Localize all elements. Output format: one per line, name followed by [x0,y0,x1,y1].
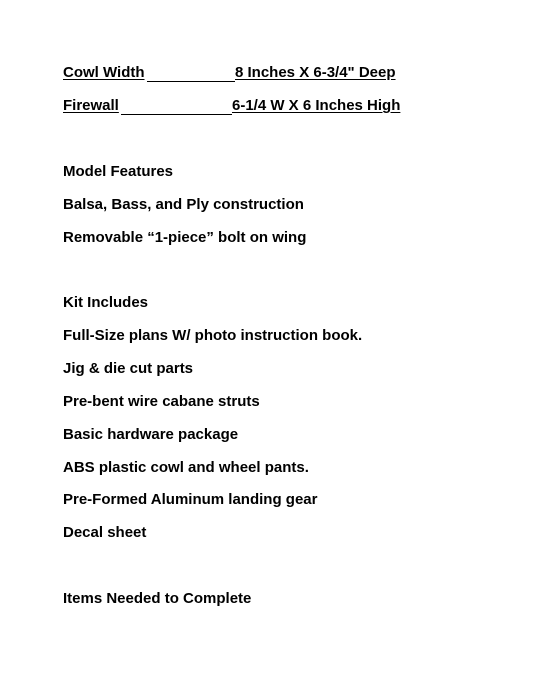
spec-value: 6-1/4 W X 6 Inches High [232,97,401,114]
items-needed-heading: Items Needed to Complete [63,590,252,607]
list-item: Full-Size plans W/ photo instruction book. [63,327,363,344]
model-features-heading: Model Features [63,163,174,180]
list-item: Decal sheet [63,524,147,541]
list-item: Basic hardware package [63,426,239,443]
spec-row-cowl-width [63,64,403,82]
tab-underline [147,64,235,82]
spec-label: Cowl Width [63,64,145,81]
list-item: Removable “1-piece” bolt on wing [63,229,307,246]
spec-row-firewall [63,97,403,115]
spec-value: 8 Inches X 6-3/4" Deep [235,64,396,81]
list-item: Jig & die cut parts [63,360,194,377]
kit-includes-heading: Kit Includes [63,294,149,311]
list-item: ABS plastic cowl and wheel pants. [63,459,309,476]
list-item: Pre-Formed Aluminum landing gear [63,491,318,508]
tab-underline [121,97,232,115]
list-item: Pre-bent wire cabane struts [63,393,260,410]
spec-label: Firewall [63,97,119,114]
list-item: Balsa, Bass, and Ply construction [63,196,304,213]
